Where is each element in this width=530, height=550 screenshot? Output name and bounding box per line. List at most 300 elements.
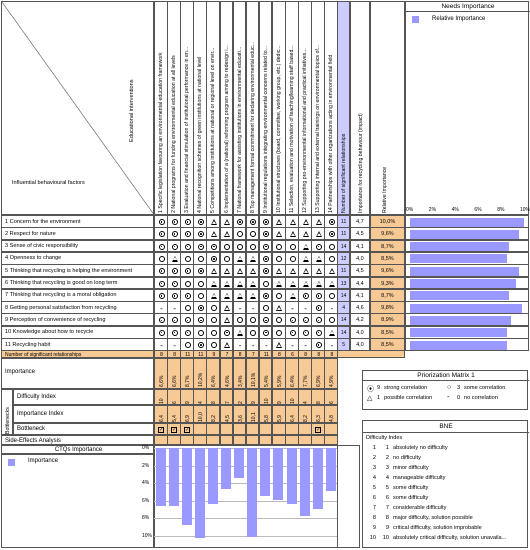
correlation-symbol: [196, 267, 205, 276]
bne-number: 7: [372, 505, 376, 511]
matrix-cell: [167, 313, 181, 326]
strong-correlation-icon: [172, 293, 178, 299]
matrix-cell: [259, 264, 273, 277]
correlation-symbol: [209, 279, 218, 288]
row-label: 11 Recycling habit: [5, 341, 51, 348]
importance-index-value: 8,2: [303, 415, 310, 423]
importance-row-value: 8,7%: [185, 375, 192, 388]
column-header-text: 14 Partnerships with other organizations acting in environmental field: [328, 54, 335, 213]
correlation-symbol: [157, 291, 166, 300]
matrix-cell: [298, 338, 312, 351]
strong-correlation-icon: [198, 268, 204, 274]
correlation-symbol: [170, 291, 179, 300]
row-num-sig: 14: [337, 240, 350, 253]
correlation-symbol: [196, 328, 205, 337]
correlation-symbol: [327, 254, 336, 263]
side-effects-col: [154, 435, 168, 445]
strong-correlation-icon: [211, 244, 217, 250]
side-effects-col: [233, 435, 247, 445]
bne-text: manageable difficulty: [393, 475, 446, 481]
matrix-cell: [167, 301, 181, 314]
bne-number: 9: [372, 525, 376, 531]
correlation-symbol: [209, 304, 218, 313]
bne-number: 10: [369, 535, 376, 541]
correlation-symbol: [249, 218, 258, 227]
bne-number: 6: [372, 495, 376, 501]
correlation-symbol: [209, 242, 218, 251]
matrix-cell: [154, 264, 168, 277]
importance-index-value: 10,0: [198, 412, 205, 423]
row-importance: 4,7: [350, 215, 370, 228]
row-label: 2 Respect for nature: [5, 230, 56, 237]
difficulty-value: 9: [276, 401, 283, 405]
relative-importance-legend-swatch: [412, 16, 419, 23]
strong-correlation-icon: [263, 219, 269, 225]
matrix-cell: [154, 277, 168, 290]
strong-correlation-icon: [263, 268, 269, 274]
ctq-bar: [300, 448, 310, 516]
strong-correlation-icon: [211, 256, 217, 262]
correlation-symbol: [288, 279, 297, 288]
matrix-cell: [272, 326, 286, 339]
matrix-cell: [193, 227, 207, 240]
some-correlation-icon: [211, 342, 217, 348]
bne-text: some difficulty: [393, 485, 429, 491]
relative-importance-bar: [410, 279, 516, 288]
bottleneck-cell: [167, 423, 181, 435]
row-relative-importance: 9,3%: [370, 277, 405, 290]
row-relative-importance: 9,6%: [370, 264, 405, 277]
row-importance: 4,0: [350, 252, 370, 265]
priorization-legend: [362, 370, 528, 410]
matrix-cell: [272, 240, 286, 253]
importance-index-value: 6,9: [185, 415, 192, 423]
importance-row-cell: [220, 358, 234, 389]
matrix-row: [1, 338, 154, 351]
matrix-cell: [206, 338, 220, 351]
row-bar-cell: [405, 338, 529, 351]
row-num-sig: 11: [337, 264, 350, 277]
relative-importance-bar: [410, 304, 522, 313]
priorization-symbol-icon: ⦿: [367, 386, 374, 393]
axis-tick-label: 8%: [497, 207, 505, 213]
importance-row-cell: [259, 358, 273, 389]
relative-header: [370, 1, 405, 215]
correlation-symbol: [314, 230, 323, 239]
relative-importance-bar: [410, 316, 511, 325]
some-correlation-icon: [276, 317, 282, 323]
bne-text: absolutely critical difficulty, solution unavaila...: [393, 535, 507, 541]
bne-number: 1: [372, 445, 376, 451]
difficulty-value: 2: [237, 401, 244, 405]
difficulty-value: 6: [329, 401, 336, 405]
correlation-symbol: [288, 291, 297, 300]
matrix-cell: [311, 338, 325, 351]
possible-correlation-icon: [329, 330, 335, 336]
matrix-cell: [193, 252, 207, 265]
nsig-row-cell: [193, 350, 207, 358]
correlation-symbol: [288, 341, 297, 350]
strong-correlation-icon: [290, 330, 296, 336]
correlation-symbol: [170, 341, 179, 350]
correlation-symbol: [327, 316, 336, 325]
matrix-row: [1, 252, 154, 265]
possible-correlation-icon: [303, 268, 309, 274]
matrix-cell: [259, 313, 273, 326]
strong-correlation-icon: [237, 219, 243, 225]
no-correlation-icon: -: [173, 303, 176, 313]
side-effects-col: [167, 435, 181, 445]
ctq-legend-cell: [1, 454, 154, 548]
difficulty-index-cell: [220, 389, 234, 405]
matrix-cell: [206, 301, 220, 314]
matrix-cell: [154, 289, 168, 302]
relative-importance-bar: [410, 341, 507, 350]
possible-correlation-icon: [316, 281, 322, 287]
correlation-symbol: [301, 279, 310, 288]
strong-correlation-icon: [159, 219, 165, 225]
correlation-symbol: [327, 242, 336, 251]
importance-row-value: 10,2%: [198, 373, 205, 388]
possible-correlation-icon: [316, 268, 322, 274]
nsig-row-cell: [259, 350, 273, 358]
importance-row-cell: [246, 358, 260, 389]
importance-row-value: 6,6%: [159, 375, 165, 388]
ctq-bar: [273, 448, 283, 500]
strong-correlation-icon: [172, 281, 178, 287]
correlation-symbol: [314, 316, 323, 325]
matrix-cell: [206, 252, 220, 265]
row-bar-cell: [405, 252, 529, 265]
importance-row-cell: [180, 358, 194, 389]
column-header-text: 1 Specific legislation favouring an environmental education framework: [158, 52, 164, 213]
row-importance: 4,1: [350, 240, 370, 253]
matrix-row: [1, 277, 154, 290]
correlation-symbol: [236, 279, 245, 288]
importance-row-value: 7,7%: [303, 375, 310, 388]
matrix-cell: [259, 240, 273, 253]
importance-index-cell: [311, 405, 325, 423]
correlation-symbol: [249, 328, 258, 337]
strong-correlation-icon: [172, 268, 178, 274]
correlation-symbol: [223, 218, 232, 227]
nsig-row-value: 8: [304, 352, 308, 359]
correlation-symbol: [275, 242, 284, 251]
correlation-symbol: [262, 267, 271, 276]
difficulty-value: 6: [172, 401, 179, 405]
ctq-bar: [313, 448, 323, 509]
column-header-text: 5 Competitions among institutions at national or regional level on envir...: [210, 47, 217, 213]
no-correlation-icon: -: [160, 340, 163, 350]
bottleneck-check-icon: ✓: [172, 427, 177, 434]
possible-correlation-icon: [290, 231, 296, 237]
matrix-cell: [180, 289, 194, 302]
correlation-symbol: [288, 242, 297, 251]
possible-correlation-icon: [250, 281, 256, 287]
importance-index-cell: [154, 405, 168, 423]
correlation-symbol: [223, 267, 232, 276]
importance-index-value: 4,5: [224, 415, 231, 423]
correlation-symbol: [249, 267, 258, 276]
nsig-row-cell: [220, 350, 234, 358]
matrix-cell: [193, 289, 207, 302]
bne-value: 4: [385, 475, 389, 481]
matrix-cell: [246, 240, 260, 253]
matrix-cell: [220, 227, 234, 240]
ctq-bar: [326, 448, 336, 491]
matrix-cell: [246, 277, 260, 290]
correlation-symbol: [301, 218, 310, 227]
importance-row-value: 4,9%: [329, 375, 336, 388]
importance-row-value: 6,4%: [290, 375, 296, 388]
possible-correlation-icon: [316, 231, 322, 237]
importance-index-value: 5,4: [172, 415, 179, 423]
correlation-symbol: [196, 304, 205, 313]
some-correlation-icon: [329, 244, 335, 250]
correlation-symbol: [170, 304, 179, 313]
priorization-text: strong correlation: [384, 385, 428, 391]
matrix-cell: [154, 252, 168, 265]
matrix-cell: [180, 215, 194, 228]
ctq-tick-label: 4%: [142, 480, 150, 487]
difficulty-index-cell: [272, 389, 286, 405]
row-importance: 4,0: [350, 326, 370, 339]
matrix-cell: [311, 215, 325, 228]
correlation-symbol: [157, 254, 166, 263]
correlation-symbol: [223, 291, 232, 300]
matrix-row: [1, 301, 154, 314]
matrix-cell: [167, 227, 181, 240]
ctq-bar: [156, 448, 166, 506]
strong-correlation-icon: [185, 293, 191, 299]
no-correlation-icon: -: [304, 340, 307, 350]
matrix-row: [1, 326, 154, 339]
column-header-11: [285, 1, 299, 215]
correlation-symbol: [236, 328, 245, 337]
matrix-cell: [180, 313, 194, 326]
relative-importance-bar: [410, 242, 509, 251]
correlation-symbol: [275, 279, 284, 288]
some-correlation-icon: [185, 342, 191, 348]
nsig-row-cell: [206, 350, 220, 358]
strong-correlation-icon: [263, 317, 269, 323]
bne-text: major difficulty, solution possible: [393, 515, 473, 521]
some-correlation-icon: [211, 330, 217, 336]
matrix-cell: [272, 277, 286, 290]
strong-correlation-icon: [263, 244, 269, 250]
priorization-value: 1: [377, 395, 381, 401]
some-correlation-icon: [263, 305, 269, 311]
difficulty-value: 9: [185, 401, 192, 405]
some-correlation-icon: [198, 281, 204, 287]
importance-header-text: Importance for recycling behaviour (impact): [357, 113, 364, 213]
possible-correlation-icon: [224, 219, 230, 225]
matrix-cell: [193, 301, 207, 314]
bne-text: absolutely no difficulty: [393, 445, 448, 451]
matrix-cell: [193, 338, 207, 351]
bne-value: 7: [385, 505, 389, 511]
correlation-symbol: [327, 230, 336, 239]
column-header-text: 10 Institutional structures (board, committee, working group, etc.) dedic...: [275, 45, 282, 213]
matrix-cell: [167, 240, 181, 253]
correlation-symbol: [223, 230, 232, 239]
matrix-cell: [206, 215, 220, 228]
correlation-symbol: [249, 242, 258, 251]
difficulty-index-label: Difficulty Index: [17, 394, 56, 401]
importance-row-cell: [193, 358, 207, 389]
bne-value: 1: [385, 445, 389, 451]
correlation-symbol: [170, 316, 179, 325]
correlation-symbol: [301, 341, 310, 350]
some-correlation-icon: [329, 256, 335, 262]
correlation-symbol: [314, 267, 323, 276]
possible-correlation-icon: [316, 219, 322, 225]
importance-index-value: 8,2: [211, 415, 218, 423]
matrix-cell: [285, 301, 299, 314]
no-correlation-icon: -: [173, 340, 176, 350]
importance-index-cell: [272, 405, 286, 423]
nsig-row-value: 8: [330, 352, 334, 359]
correlation-symbol: [275, 218, 284, 227]
correlation-symbol: [209, 267, 218, 276]
importance-row-cell: [311, 358, 325, 389]
correlation-symbol: [236, 218, 245, 227]
importance-row-cell: [206, 358, 220, 389]
relative-importance-bar: [410, 267, 519, 276]
correlation-symbol: [275, 304, 284, 313]
no-correlation-icon: -: [291, 303, 294, 313]
matrix-cell: [180, 338, 194, 351]
correlation-symbol: [275, 341, 284, 350]
relative-importance-bar: [410, 218, 524, 227]
matrix-cell: [259, 252, 273, 265]
correlation-symbol: [301, 242, 310, 251]
column-header-text: 2 National programs for funding environmental education at all levels: [171, 55, 178, 213]
ctq-tick-label: 2%: [142, 462, 150, 469]
column-header-text: 4 National recognition schemes of green institutions at national level: [197, 56, 204, 213]
matrix-cell: [193, 215, 207, 228]
some-correlation-icon: [198, 256, 204, 262]
some-correlation-icon: [263, 281, 269, 287]
strong-correlation-icon: [185, 330, 191, 336]
priorization-symbol-icon: △: [367, 395, 373, 402]
matrix-row: [1, 227, 154, 240]
correlation-symbol: [314, 242, 323, 251]
bottleneck-cell: [272, 423, 286, 435]
importance-index-cell: [285, 405, 299, 423]
correlation-symbol: [249, 254, 258, 263]
correlation-symbol: [275, 316, 284, 325]
correlation-symbol: [314, 341, 323, 350]
some-correlation-icon: [211, 305, 217, 311]
priorization-legend-title: Priorization Matrix 1: [417, 372, 475, 379]
nsig-row-value: 6: [291, 352, 294, 359]
correlation-symbol: [314, 291, 323, 300]
strong-correlation-icon: [303, 293, 309, 299]
row-bar-cell: [405, 326, 529, 339]
strong-correlation-icon: [329, 219, 335, 225]
correlation-symbol: [183, 291, 192, 300]
column-header-text: 11 Selection, evaluation and motivation of teaching/learning staff based...: [289, 45, 295, 213]
side-effects-label: Side-Effects Analysis: [5, 437, 61, 444]
correlation-symbol: [183, 267, 192, 276]
correlation-symbol: [275, 328, 284, 337]
bne-legend: [362, 420, 528, 548]
matrix-cell: [154, 338, 168, 351]
axis-tick-label: 4%: [451, 207, 459, 213]
importance-index-value: 5,8: [263, 415, 270, 423]
bottleneck-cell: [220, 423, 234, 435]
nsig-row-text: Number of significant relationships: [5, 352, 82, 359]
possible-correlation-icon: [172, 256, 178, 262]
correlation-symbol: [236, 267, 245, 276]
matrix-cell: [272, 289, 286, 302]
matrix-cell: [220, 289, 234, 302]
strong-correlation-icon: [263, 256, 269, 262]
correlation-symbol: [249, 304, 258, 313]
correlation-symbol: [275, 254, 284, 263]
strong-correlation-icon: [185, 268, 191, 274]
correlation-symbol: [327, 291, 336, 300]
correlation-symbol: [288, 304, 297, 313]
row-label: 4 Openness to change: [5, 255, 62, 262]
correlation-symbol: [249, 316, 258, 325]
possible-correlation-icon: [290, 268, 296, 274]
correlation-symbol: [157, 218, 166, 227]
nsig-row-value: 7: [251, 352, 255, 359]
correlation-symbol: [209, 291, 218, 300]
correlation-symbol: [170, 218, 179, 227]
matrix-cell: [233, 301, 247, 314]
importance-index-label: Importance Index: [17, 411, 64, 418]
bne-value: 9: [385, 525, 389, 531]
strong-correlation-icon: [198, 342, 204, 348]
column-header-4: [193, 1, 207, 215]
ctq-bar: [221, 448, 231, 488]
matrix-cell: [206, 326, 220, 339]
correlation-symbol: [183, 316, 192, 325]
bne-subtitle: Difficulty Index: [366, 435, 403, 441]
matrix-cell: [180, 240, 194, 253]
bne-value: 5: [385, 485, 389, 491]
correlation-symbol: [288, 328, 297, 337]
axis-tick-label: 0%: [406, 207, 414, 213]
matrix-row: [1, 215, 154, 228]
possible-correlation-icon: [276, 219, 282, 225]
matrix-row: [1, 264, 154, 277]
no-correlation-icon: -: [251, 340, 255, 350]
importance-index-value: 4,8: [329, 415, 336, 423]
possible-correlation-icon: [224, 281, 230, 287]
bottleneck-check-icon: ✓: [185, 427, 190, 434]
row-label: 10 Knowledge about how to recycle: [5, 329, 94, 336]
possible-correlation-icon: [224, 231, 230, 237]
correlation-symbol: [157, 279, 166, 288]
correlation-symbol: [183, 218, 192, 227]
difficulty-value: 4: [198, 401, 205, 405]
bne-value: 10: [382, 535, 389, 541]
correlation-symbol: [196, 242, 205, 251]
matrix-cell: [246, 301, 260, 314]
possible-correlation-icon: [211, 219, 217, 225]
side-effects-col: [311, 435, 325, 445]
priorization-symbol-icon: -: [447, 394, 450, 401]
correlation-symbol: [314, 218, 323, 227]
bottleneck-cell: [298, 423, 312, 435]
matrix-cell: [311, 252, 325, 265]
correlation-symbol: [196, 316, 205, 325]
strong-correlation-icon: [224, 330, 230, 336]
